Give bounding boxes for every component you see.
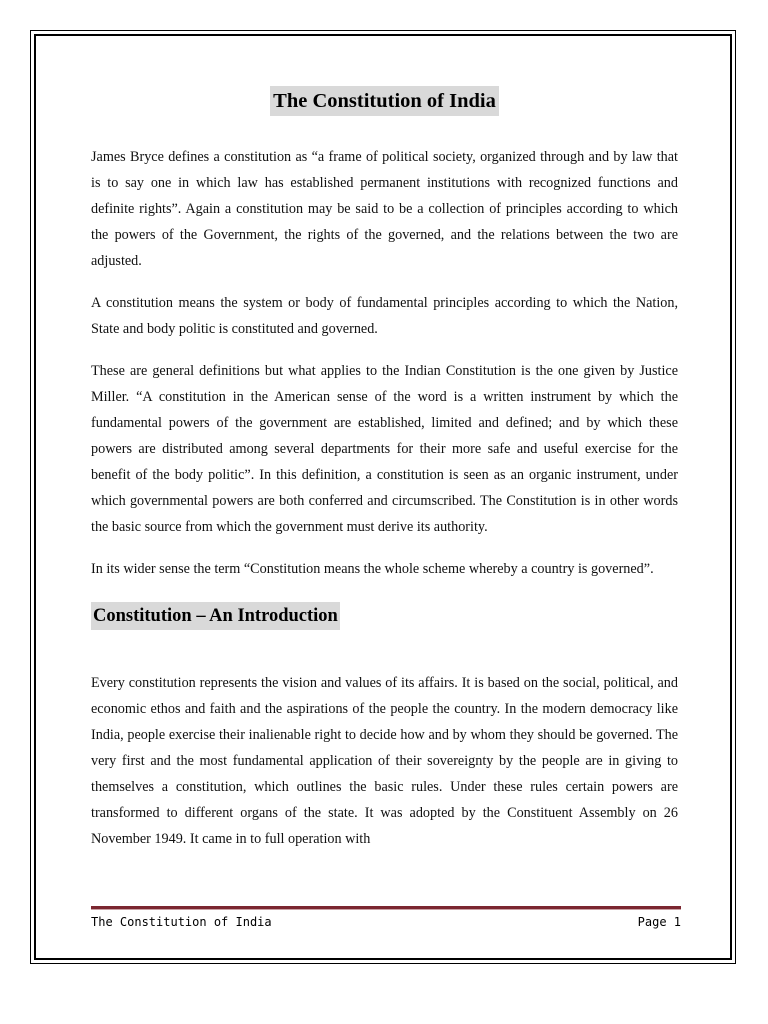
paragraph-introduction: Every constitution represents the vision and values of its affairs. It is based on the social, political, and economic ethos and faith and the aspirations of the people the country. In the modern democracy like India, people exercise their inalienable right to decide how and by whom they should be governed. The very first and the most fundamental application of their sovereignty by the people are in giving to themselves a constitution, which outlines the basic rules. Under these rules certain powers are transformed to different organs of the state. It was adopted by the Constituent Assembly on 26 November 1949. It came in to full operation with [91,675,678,847]
page-title: The Constitution of India [270,86,499,116]
footer-document-title: The Constitution of India [91,915,272,929]
footer-rule [91,906,681,910]
page-footer [91,915,681,929]
footer-page-number: Page 1 [637,915,681,929]
title-wrapper [91,86,678,116]
paragraph-miller-definition: These are general definitions but what applies to the Indian Constitution is the one given by Justice Miller. “A constitution in the American sense of the word is a written instrument by which the fundamental powers of the government are established, limited and defined; and by which these powers are distributed among several departments for their more safe and useful exercise for the benefit of the body politic”. In this definition, a constitution is seen as an organic instrument, under which governmental powers are both conferred and circumscribed. The Constitution is in other words the basic source from which the government must derive its authority. [91,363,678,535]
section-heading: Constitution – An Introduction [91,602,340,630]
section-heading-wrapper [91,598,678,650]
paragraph-wider-sense: In its wider sense the term “Constitution means the whole scheme whereby a country is governed”. [91,561,654,577]
paragraph-system-definition: A constitution means the system or body of fundamental principles according to which the Nation, State and body politic is constituted and governed. [91,295,678,337]
page-content [91,86,678,868]
paragraph-bryce-definition: James Bryce defines a constitution as “a frame of political society, organized through and by law that is to say one in which law has established permanent institutions with recognized functions and definite rights”. Again a constitution may be said to be a collection of principles according to which the powers of the Government, the rights of the governed, and the relations between the two are adjusted. [91,149,678,269]
